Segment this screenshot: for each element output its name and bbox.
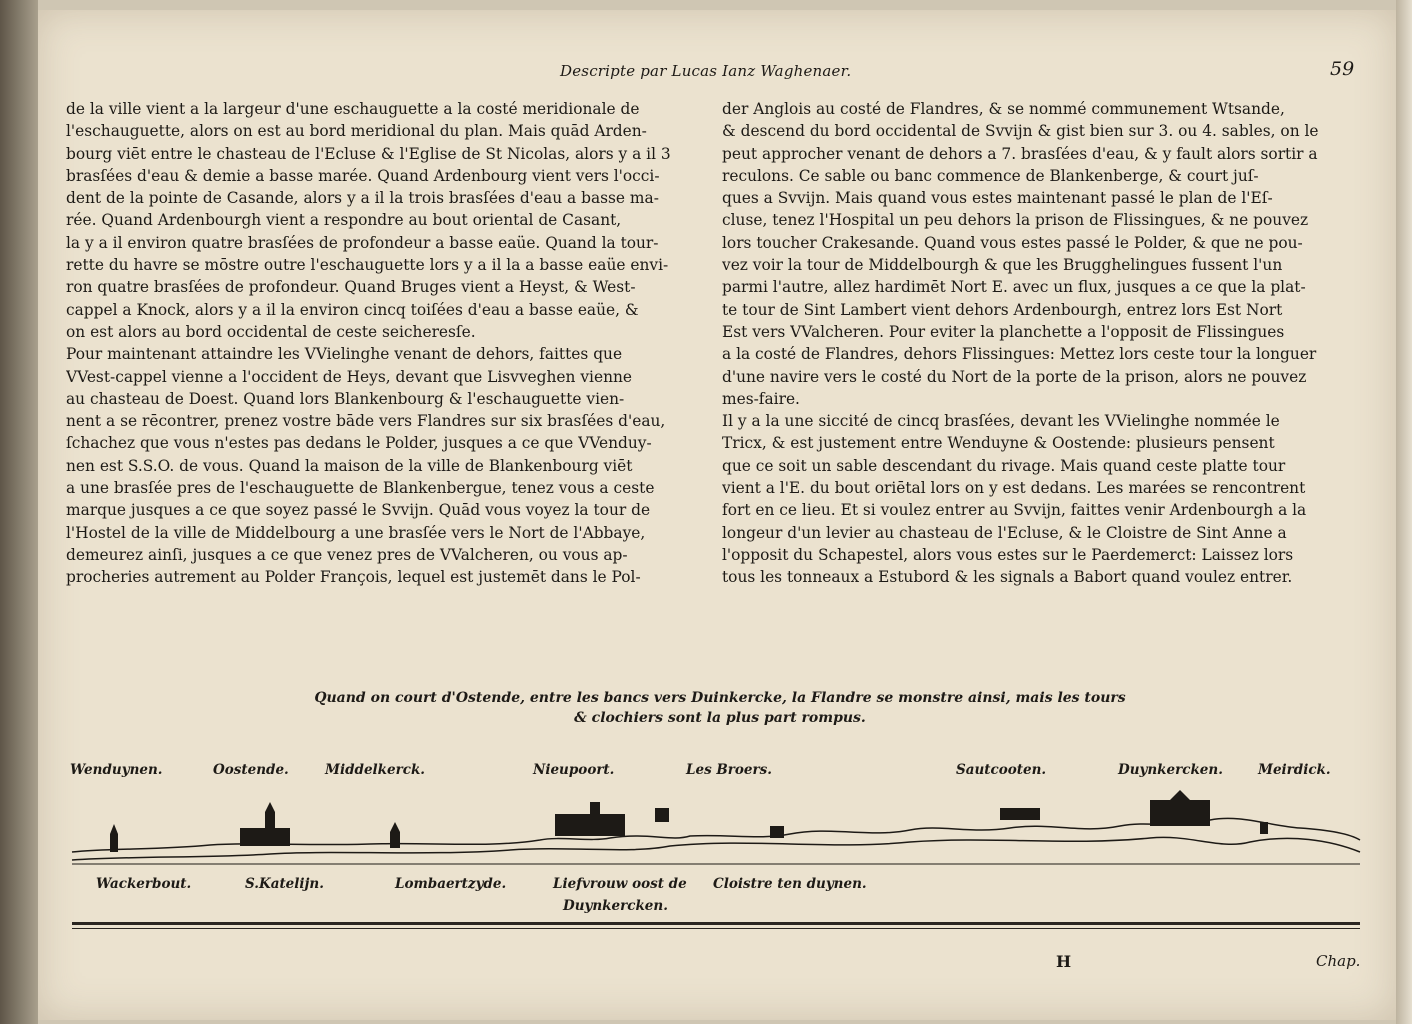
text-line: marque jusques a ce que soyez passé le Svvijn. Quād vous voyez la tour de xyxy=(66,501,651,520)
tower-duynkercken xyxy=(1150,800,1210,826)
text-line: VVest-cappel vienne a l'occident de Heys, devant que Lisvveghen vienne xyxy=(66,367,632,386)
text-line: bourg viēt entre le chasteau de l'Ecluse & l'Eglise de St Nicolas, alors y a il 3 xyxy=(66,144,671,163)
text-line: ron quatre brasſées de profondeur. Quand Bruges vient a Heyst, & West- xyxy=(66,278,636,297)
text-line: reculons. Ce sable ou banc commence de Blankenberge, & court juſ- xyxy=(722,166,1259,185)
figure-caption xyxy=(280,688,1160,728)
text-line: au chasteau de Doest. Quand lors Blankenbourg & l'eschauguette vien- xyxy=(66,389,625,408)
tower-oostende xyxy=(265,812,275,830)
text-line: tous les tonneaux a Estubord & les signals a Babort quand voulez entrer. xyxy=(722,568,1293,587)
place-label-lombaertzyde: Lombaertzyde. xyxy=(395,876,507,892)
place-label-wackerbout: Wackerbout. xyxy=(96,876,192,892)
text-line: la y a il environ quatre brasſées de profondeur a basse eaüe. Quand la tour- xyxy=(66,233,659,252)
text-line: nen est S.S.O. de vous. Quand la maison de la ville de Blankenbourg viēt xyxy=(66,456,633,475)
text-line: parmi l'autre, allez hardimēt Nort E. avec un flux, jusques a ce que la plat- xyxy=(722,278,1306,297)
text-line: rée. Quand Ardenbourgh vient a respondre au bout oriental de Casant, xyxy=(66,211,622,230)
text-line: Il y a la une siccité de cincq brasſées, devant les VVielinghe nommée le xyxy=(722,412,1280,431)
text-line: cluse, tenez l'Hospital un peu dehors la prison de Flissingues, & ne pouvez xyxy=(722,211,1309,230)
text-line: demeurez ainſi, jusques a ce que venez pres de VValcheren, ou vous ap- xyxy=(66,545,628,564)
bottom-rule xyxy=(72,922,1360,925)
text-line: ſchachez que vous n'estes pas dedans le Polder, jusques a ce que VVenduy- xyxy=(66,434,652,453)
spire-middelkerck xyxy=(390,822,400,832)
spire-duynkercken xyxy=(1170,790,1190,800)
tower-nieupoort xyxy=(590,802,600,816)
text-line: rette du havre se mōstre outre l'eschauguette lors y a il la a basse eaüe envi- xyxy=(66,256,669,275)
place-label-middelkerck: Middelkerck. xyxy=(325,762,425,778)
tower-meirdick xyxy=(1260,822,1268,834)
fort-sautcooten xyxy=(1000,808,1040,820)
text-line: l'Hostel de la ville de Middelbourg a une brasſée vers le Nort de l'Abbaye, xyxy=(66,523,646,542)
text-line: vient a l'E. du bout oriētal lors on y est dedans. Les marées se rencontrent xyxy=(722,479,1306,498)
page-number: 59 xyxy=(1330,58,1355,80)
book-gutter-shadow xyxy=(0,0,38,1024)
text-line: d'une navire vers le costé du Nort de la porte de la prison, alors ne pouvez xyxy=(722,367,1307,386)
text-line: de la ville vient a la largeur d'une eschauguette a la costé meridionale de xyxy=(66,100,640,118)
place-label-sautcooten: Sautcooten. xyxy=(956,762,1047,778)
place-label-cloistre-ten-duynen: Cloistre ten duynen. xyxy=(713,876,867,892)
left-text-column xyxy=(66,98,706,589)
text-line: a la costé de Flandres, dehors Flissingues: Mettez lors ceste tour la longuer xyxy=(722,345,1317,364)
text-line: cappel a Knock, alors y a il la environ cincq toiſées d'eau a basse eaüe, & xyxy=(66,300,639,319)
text-line: Est vers VValcheren. Pour eviter la planchette a l'opposit de Flissingues xyxy=(722,322,1285,341)
signature-mark: H xyxy=(1056,952,1072,971)
chapel-nieupoort xyxy=(655,808,669,822)
page-right-edge xyxy=(1396,0,1412,1024)
building-nieupoort xyxy=(555,814,625,836)
bottom-rule-thin xyxy=(72,928,1360,929)
text-line: procheries autrement au Polder François, lequel est justemēt dans le Pol- xyxy=(66,568,641,587)
text-line: vez voir la tour de Middelbourgh & que les Brugghelingues fussent l'un xyxy=(722,256,1283,275)
text-line: mes-faire. xyxy=(722,389,800,408)
right-text-column xyxy=(722,98,1362,589)
place-label-les-broers: Les Broers. xyxy=(686,762,772,778)
ruin-les-broers xyxy=(770,826,784,838)
tower-wenduynen xyxy=(110,834,118,852)
text-line: que ce soit un sable descendant du rivage. Mais quand ceste platte tour xyxy=(722,456,1286,475)
place-label-meirdick: Meirdick. xyxy=(1258,762,1331,778)
text-line: Pour maintenant attaindre les VVielinghe venant de dehors, faittes que xyxy=(66,345,623,364)
text-line: a une brasſée pres de l'eschauguette de Blankenbergue, tenez vous a ceste xyxy=(66,479,655,498)
text-line: nent a se rēcontrer, prenez vostre bāde vers Flandres sur six brasſées d'eau, xyxy=(66,412,666,431)
text-line: fort en ce lieu. Et si voulez entrer au Svvijn, faittes venir Ardenbourgh a la xyxy=(722,501,1307,520)
tower-middelkerck xyxy=(390,832,400,848)
text-line: longeur d'un levier au chasteau de l'Ecluse, & le Cloistre de Sint Anne a xyxy=(722,523,1287,542)
text-line: l'opposit du Schapestel, alors vous estes sur le Paerdemerct: Laissez lors xyxy=(722,545,1294,564)
place-label-liefvrouw-oost: Liefvrouw oost de xyxy=(553,876,687,892)
place-label-nieupoort: Nieupoort. xyxy=(533,762,615,778)
coastline-panorama xyxy=(70,790,1362,880)
place-label-oostende: Oostende. xyxy=(213,762,289,778)
building-oostende xyxy=(240,828,290,846)
figure-caption-line-1: Quand on court d'Ostende, entre les bancs vers Duinkercke, la Flandre se monstre ainsi, mais les tours xyxy=(314,690,1126,706)
text-line: te tour de Sint Lambert vient dehors Ardenbourgh, entrez lors Est Nort xyxy=(722,300,1283,319)
text-line: der Anglois au costé de Flandres, & se nommé communement Wtsande, xyxy=(722,100,1285,118)
figure-caption-line-2: & clochiers sont la plus part rompus. xyxy=(574,710,866,726)
place-label-wenduynen: Wenduynen. xyxy=(70,762,163,778)
place-label-liefvrouw-duynkercken: Duynkercken. xyxy=(563,898,668,914)
text-line: lors toucher Crakesande. Quand vous estes passé le Polder, & que ne pou- xyxy=(722,233,1303,252)
text-line: brasſées d'eau & demie a basse marée. Quand Ardenbourg vient vers l'occi- xyxy=(66,166,660,185)
text-line: on est alors au bord occidental de ceste seicheresſe. xyxy=(66,322,476,341)
place-label-s-katelijn: S.Katelijn. xyxy=(245,876,324,892)
running-title: Descripte par Lucas Ianz Waghenaer. xyxy=(560,62,852,80)
text-line: l'eschauguette, alors on est au bord meridional du plan. Mais quād Arden- xyxy=(66,122,647,141)
text-line: dent de la pointe de Casande, alors y a il la trois brasſées d'eau a basse ma- xyxy=(66,189,659,208)
text-line: ques a Svvijn. Mais quand vous estes maintenant passé le plan de l'Eſ- xyxy=(722,189,1273,208)
catchword: Chap. xyxy=(1316,952,1361,970)
text-line: Tricx, & est justement entre Wenduyne & Oostende: plusieurs pensent xyxy=(722,434,1275,453)
spire-oostende xyxy=(265,802,275,812)
text-line: peut approcher venant de dehors a 7. brasſées d'eau, & y fault alors sortir a xyxy=(722,144,1318,163)
spire-wenduynen xyxy=(110,824,118,834)
text-line: & descend du bord occidental de Svvijn & gist bien sur 3. ou 4. sables, on le xyxy=(722,122,1319,141)
place-label-duynkercken: Duynkercken. xyxy=(1118,762,1223,778)
